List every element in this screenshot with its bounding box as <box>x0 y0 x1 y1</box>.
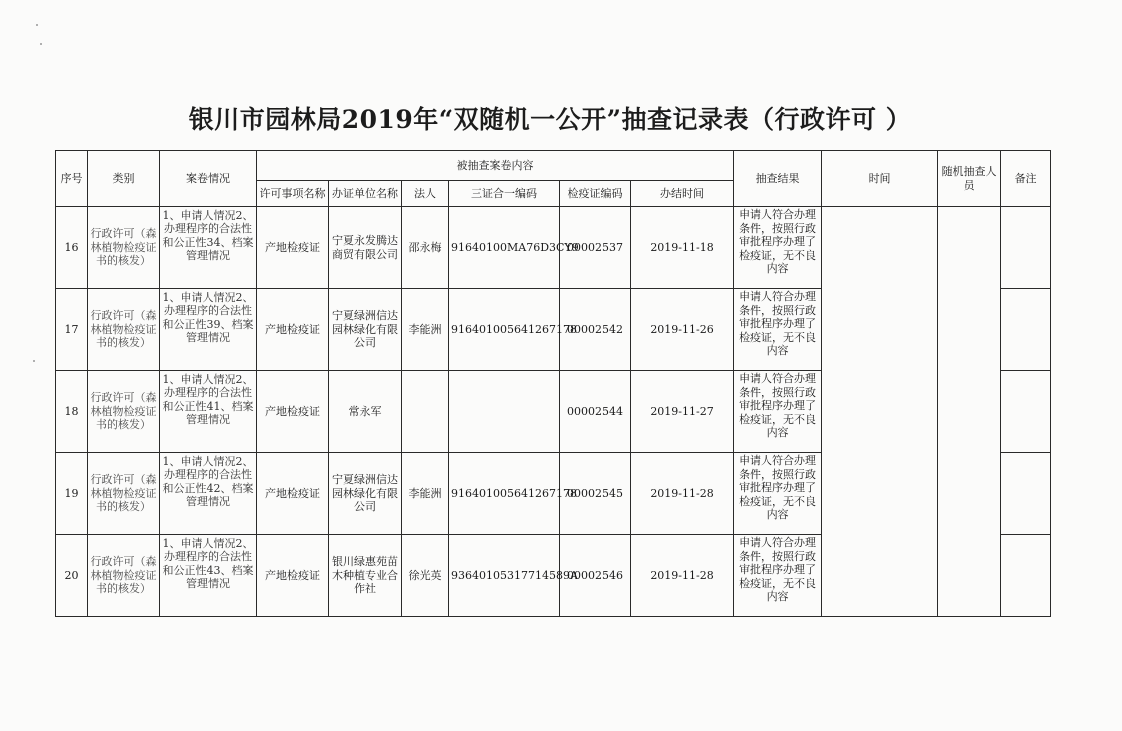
remark-cell <box>1001 207 1051 289</box>
header-legal: 法人 <box>402 181 449 207</box>
header-date: 办结时间 <box>631 181 734 207</box>
document-title: 银川市园林局2019年“双随机一公开”抽查记录表（行政许可 ） <box>188 105 912 134</box>
row-item: 产地检疫证 <box>257 289 329 371</box>
row-category: 行政许可（森林植物检疫证书的核发） <box>88 207 160 289</box>
table-row <box>56 207 1051 289</box>
time-cell <box>822 207 938 617</box>
scan-speck <box>40 43 42 45</box>
row-cert: 00002546 <box>560 535 631 617</box>
header-seq: 序号 <box>56 151 88 207</box>
row-category: 行政许可（森林植物检疫证书的核发） <box>88 371 160 453</box>
row-cert: 00002542 <box>560 289 631 371</box>
row-legal: 李能洲 <box>402 453 449 535</box>
row-unit: 宁夏绿洲信达园林绿化有限公司 <box>329 453 402 535</box>
row-code: 91640100MA76D3CY9 <box>449 207 560 289</box>
inspection-record-table <box>55 150 1051 617</box>
header-code: 三证合一编码 <box>449 181 560 207</box>
row-category: 行政许可（森林植物检疫证书的核发） <box>88 289 160 371</box>
header-category: 类别 <box>88 151 160 207</box>
header-result: 抽查结果 <box>734 151 822 207</box>
row-seq: 18 <box>56 371 88 453</box>
scan-speck <box>33 360 35 362</box>
header-unit: 办证单位名称 <box>329 181 402 207</box>
row-situation: 1、申请人情况2、办理程序的合法性和公正性34、档案管理情况 <box>162 208 254 262</box>
row-situation: 1、申请人情况2、办理程序的合法性和公正性42、档案管理情况 <box>162 454 254 508</box>
row-seq: 16 <box>56 207 88 289</box>
row-result: 申请人符合办理条件，按照行政审批程序办理了检疫证，无不良内容 <box>739 290 817 357</box>
row-legal <box>402 371 449 453</box>
row-situation: 1、申请人情况2、办理程序的合法性和公正性43、档案管理情况 <box>162 536 254 590</box>
remark-cell <box>1001 453 1051 535</box>
row-category: 行政许可（森林植物检疫证书的核发） <box>88 453 160 535</box>
row-seq: 17 <box>56 289 88 371</box>
row-date: 2019-11-26 <box>631 289 734 371</box>
staff-cell <box>938 207 1001 617</box>
row-legal: 邵永梅 <box>402 207 449 289</box>
row-result: 申请人符合办理条件，按照行政审批程序办理了检疫证，无不良内容 <box>739 372 817 439</box>
remark-cell <box>1001 371 1051 453</box>
row-unit: 常永军 <box>329 371 402 453</box>
row-seq: 19 <box>56 453 88 535</box>
row-category: 行政许可（森林植物检疫证书的核发） <box>88 535 160 617</box>
row-unit: 宁夏永发腾达商贸有限公司 <box>329 207 402 289</box>
header-time: 时间 <box>822 151 938 207</box>
row-item: 产地检疫证 <box>257 207 329 289</box>
header-situation: 案卷情况 <box>160 151 257 207</box>
row-date: 2019-11-28 <box>631 453 734 535</box>
header-staff: 随机抽查人员 <box>938 151 1001 207</box>
row-result: 申请人符合办理条件，按照行政审批程序办理了检疫证，无不良内容 <box>739 536 817 603</box>
header-cert: 检疫证编码 <box>560 181 631 207</box>
row-date: 2019-11-27 <box>631 371 734 453</box>
row-unit: 银川绿惠苑苗木种植专业合作社 <box>329 535 402 617</box>
row-result: 申请人符合办理条件，按照行政审批程序办理了检疫证，无不良内容 <box>739 208 817 275</box>
row-legal: 李能洲 <box>402 289 449 371</box>
header-inspected-content: 被抽查案卷内容 <box>257 151 734 181</box>
row-code: 916401005641267178 <box>449 289 560 371</box>
remark-cell <box>1001 289 1051 371</box>
row-situation: 1、申请人情况2、办理程序的合法性和公正性41、档案管理情况 <box>162 372 254 426</box>
remark-cell <box>1001 535 1051 617</box>
row-item: 产地检疫证 <box>257 535 329 617</box>
header-remark: 备注 <box>1001 151 1051 207</box>
header-item: 许可事项名称 <box>257 181 329 207</box>
row-item: 产地检疫证 <box>257 371 329 453</box>
row-cert: 00002544 <box>560 371 631 453</box>
row-item: 产地检疫证 <box>257 453 329 535</box>
row-unit: 宁夏绿洲信达园林绿化有限公司 <box>329 289 402 371</box>
row-code: 93640105317714589A <box>449 535 560 617</box>
row-code <box>449 371 560 453</box>
scan-speck <box>36 24 38 26</box>
row-situation: 1、申请人情况2、办理程序的合法性和公正性39、档案管理情况 <box>162 290 254 344</box>
row-result: 申请人符合办理条件，按照行政审批程序办理了检疫证，无不良内容 <box>739 454 817 521</box>
row-legal: 徐光英 <box>402 535 449 617</box>
row-seq: 20 <box>56 535 88 617</box>
row-cert: 00002545 <box>560 453 631 535</box>
row-code: 916401005641267178 <box>449 453 560 535</box>
row-cert: 00002537 <box>560 207 631 289</box>
row-date: 2019-11-18 <box>631 207 734 289</box>
row-date: 2019-11-28 <box>631 535 734 617</box>
